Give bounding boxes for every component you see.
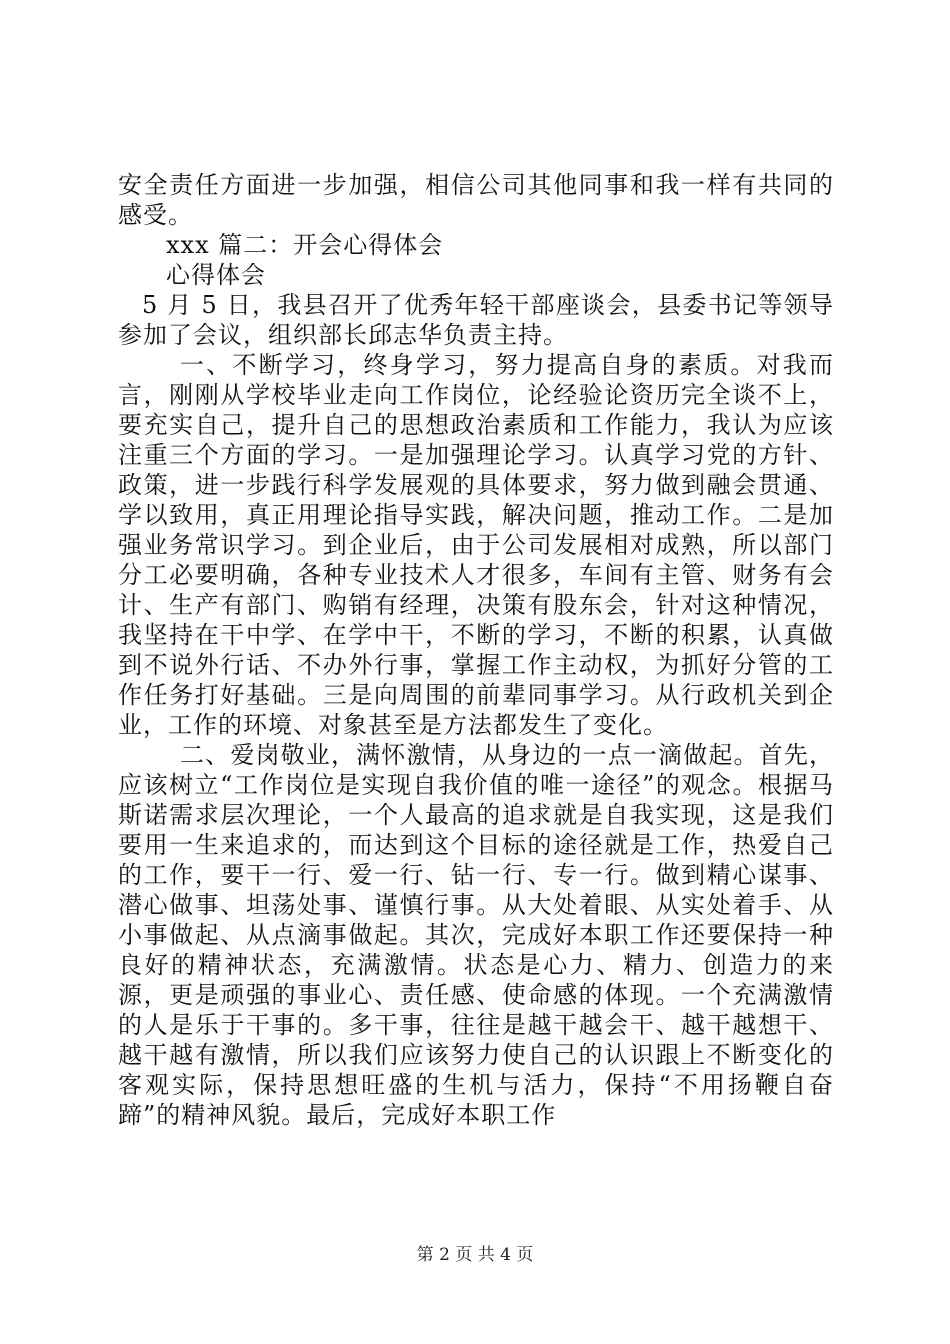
- paragraph-intro: 5 月 5 日，我县召开了优秀年轻干部座谈会，县委书记等领导参加了会议，组织部长邱志华负责主持。: [118, 291, 834, 349]
- paragraph-point-two: 二、爱岗敬业，满怀激情，从身边的一点一滴做起。首先，应该树立“工作岗位是实现自我价值的唯一途径”的观念。根据马斯诺需求层次理论，一个人最高的追求就是自我实现，这是我们要用一生来追求的，而达到这个目标的途径就是工作，热爱自己的工作，要干一行、爱一行、钻一行、专一行。做到精心谋事、潜心做事、坦荡处事、谨慎行事。从大处着眼、从实处着手、从小事做起、从点滴事做起。其次，完成好本职工作还要保持一种良好的精神状态，充满激情。状态是心力、精力、创造力的来源，更是顽强的事业心、责任感、使命感的体现。一个充满激情的人是乐于干事的。多干事，往往是越干越会干、越干越想干、越干越有激情，所以我们应该努力使自己的认识跟上不断变化的客观实际，保持思想旺盛的生机与活力，保持“不用扬鞭自奋蹄”的精神风貌。最后，完成好本职工作: [118, 741, 834, 1129]
- paragraph-point-one: 一、不断学习，终身学习，努力提高自身的素质。对我而言，刚刚从学校毕业走向工作岗位，论经验论资历完全谈不上，要充实自己，提升自己的思想政治素质和工作能力，我认为应该注重三个方面的学习。一是加强理论学习。认真学习党的方针、政策，进一步践行科学发展观的具体要求，努力做到融会贯通、学以致用，真正用理论指导实践，解决问题，推动工作。二是加强业务常识学习。到企业后，由于公司发展相对成熟，所以部门分工必要明确，各种专业技术人才很多，车间有主管、财务有会计、生产有部门、购销有经理，决策有股东会，针对这种情况，我坚持在干中学、在学中干，不断的学习，不断的积累，认真做到不说外行话、不办外行事，掌握工作主动权，为抓好分管的工作任务打好基础。三是向周围的前辈同事学习。从行政机关到企业，工作的环境、对象甚至是方法都发生了变化。: [118, 351, 834, 739]
- paragraph-continued: 安全责任方面进一步加强，相信公司其他同事和我一样有共同的感受。: [118, 171, 834, 229]
- section-heading: xxx 篇二：开会心得体会: [166, 231, 444, 259]
- article-title: 心得体会: [166, 261, 266, 289]
- page-number-footer: 第 2 页 共 4 页: [416, 1245, 534, 1265]
- document-body: [118, 170, 834, 1130]
